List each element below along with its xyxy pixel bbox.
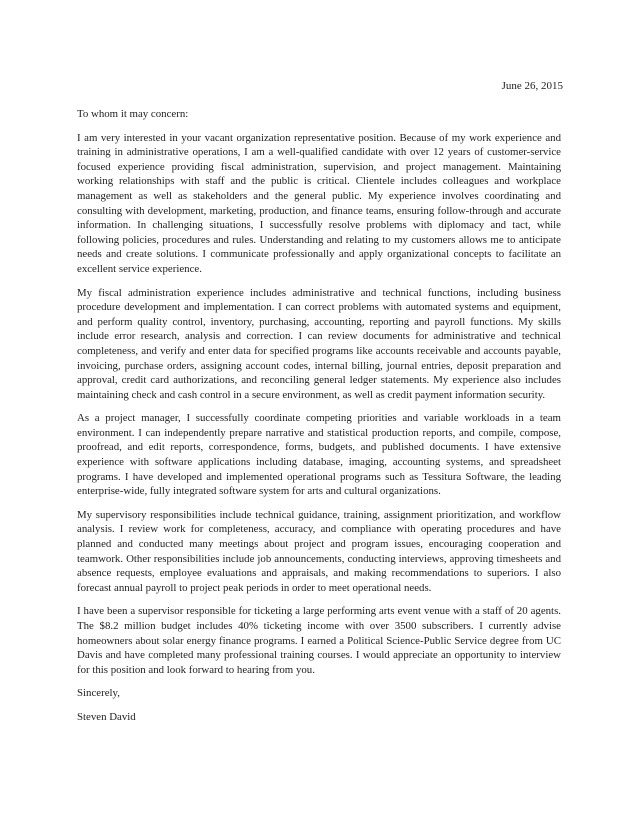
paragraph-introduction: I am very interested in your vacant organization representative position. Because of my work experience and training in administrative operations, I am a well-qualified candidate with over 12 years of customer-service focused experience providing fiscal administration, supervision, and project management. Maintaining working relationships with staff and the public is critical. Clientele includes colleagues and workplace management as well as stakeholders and the general public. My experience involves coordinating and consulting with development, marketing, production, and finance teams, ensuring follow-through and accurate information. In challenging situations, I successfully resolve problems with diplomacy and tact, while following policies, procedures and rules. Understanding and relating to my customers allows me to anticipate needs and create solutions. I communicate professionally and apply organizational concepts to facilitate an excellent service experience. (77, 131, 561, 275)
paragraph-conclusion: I have been a supervisor responsible for ticketing a large performing arts event venue with a staff of 20 agents. The $8.2 million budget includes 40% ticketing income with over 3500 subscribers. I currently advise homeowners about solar energy finance programs. I earned a Political Science-Public Service degree from UC Davis and have completed many professional training courses. I would appreciate an opportunity to interview for this position and look forward to hearing from you. (77, 605, 561, 676)
letter-date: June 26, 2015 (501, 80, 563, 92)
letter-closing: Sincerely, (77, 687, 120, 700)
paragraph-project-management: As a project manager, I successfully coordinate competing priorities and variable workloads in a team environment. I can independently prepare narrative and statistical production reports, and compile, compose, proofread, and edit reports, correspondence, forms, budgets, and published documents. I have extensive experience with software applications including database, imaging, accounting systems, and spreadsheet programs. I have developed and implemented operational programs such as Tessitura Software, the leading enterprise-wide, fully integrated software system for arts and cultural organizations. (77, 412, 561, 498)
paragraph-fiscal-administration: My fiscal administration experience includes administrative and technical functions, including business procedure development and implementation. I can correct problems with automated systems and equipment, and perform quality control, inventory, purchasing, accounting, reporting and payroll functions. My skills include error research, analysis and correction. I can review documents for administrative and technical completeness, and verify and enter data for specified programs like accounts receivable and accounts payable, invoicing, purchase orders, assigning account codes, internal billing, journal entries, deposit preparation and approval, credit card authorizations, and reconciling general ledger statements. My experience also includes maintaining check and cash control in a secure environment, as well as credit payment information security. (77, 286, 561, 401)
letter-greeting: To whom it may concern: (77, 108, 189, 120)
paragraph-supervisory: My supervisory responsibilities include technical guidance, training, assignment prioritization, and workflow analysis. I review work for completeness, accuracy, and compliance with operating procedures and have planned and conducted many meetings about project and program issues, encouraging cooperation and teamwork. Other responsibilities include job announcements, conducting interviews, approving timesheets and absence requests, employee evaluations and appraisals, and making recommendations to superiors. I also forecast annual payroll to project peak periods in order to meet operational needs. (77, 508, 561, 594)
letter-signature: Steven David (77, 710, 136, 723)
letter-body (77, 107, 561, 725)
